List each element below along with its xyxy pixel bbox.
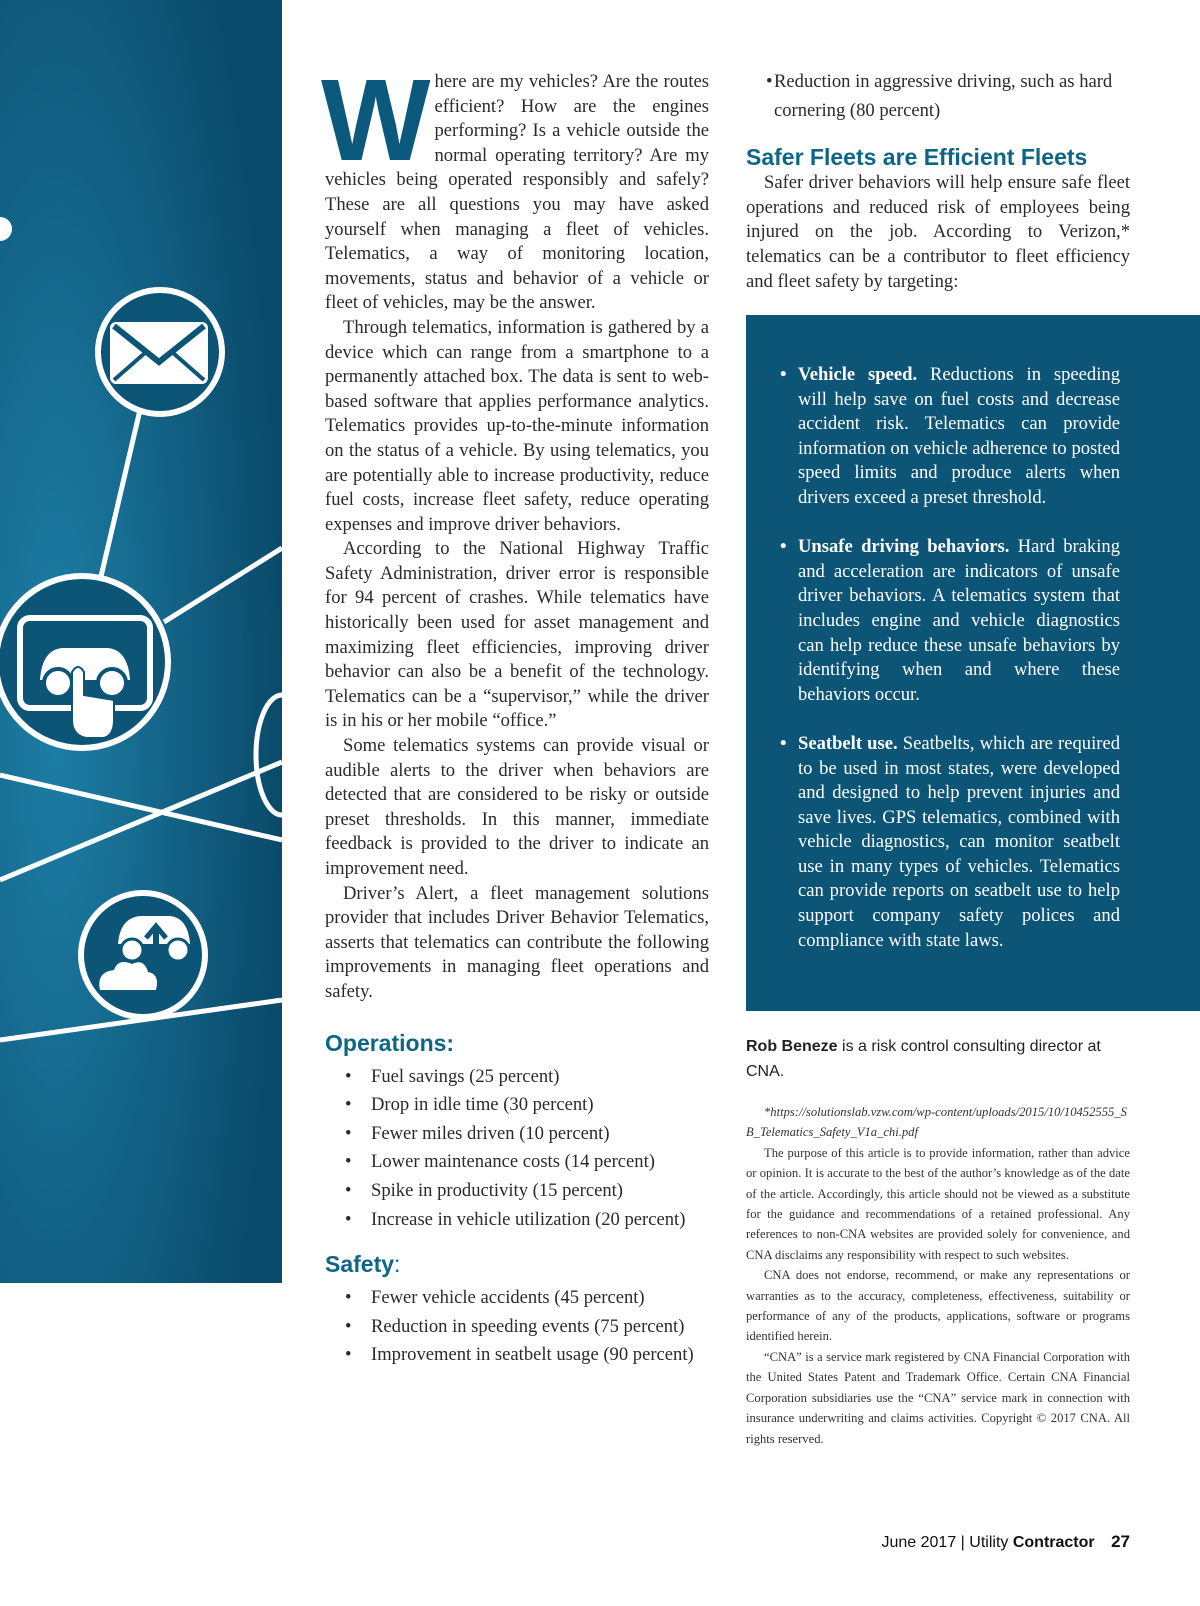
section-heading: Safer Fleets are Efficient Fleets (746, 144, 1088, 171)
list-item: • Fewer vehicle accidents (45 percent) (325, 1284, 709, 1313)
list-item: • Drop in idle time (30 percent) (325, 1091, 709, 1120)
list-item: • Unsafe driving behaviors. Hard braking and acceleration are indicators of unsafe driver behaviors. A telematics system that includes engine and vehicle diagnostics can help reduce these unsafe behaviors by identifying when and where these behaviors occur. (780, 535, 1120, 707)
intro-paragraph: Driver’s Alert, a fleet management solutions provider that includes Driver Behavior Telematics, asserts that telematics can contribute the following improvements in managing fleet operations and safety. (325, 882, 709, 1002)
disclaimer-paragraph: “CNA” is a service mark registered by CNA Financial Corporation with the United States Patent and Trademark Office. Certain CNA Financial Corporation subsidiaries use the “CNA” service mark in connection with insurance underwriting and claims activities. Copyright © 2017 CNA. All rights reserved. (746, 1349, 1130, 1446)
page-footer: June 2017 | Utility Contractor 27 (881, 1532, 1130, 1551)
list-item: • Vehicle speed. Reductions in speeding will help save on fuel costs and decrease accident risk. Telematics can provide information on vehicle adherence to posted speed limits and produce alerts when drivers exceed a preset threshold. (780, 363, 1120, 511)
list-item: • Lower maintenance costs (14 percent) (325, 1148, 709, 1177)
secondary-column (746, 68, 1130, 294)
intro-paragraph: According to the National Highway Traffic Safety Administration, driver error is responsible for 94 percent of crashes. While telematics have historically been used for asset management and maximizing fleet efficiencies, improving driver behavior can also be a benefit of the technology. Telematics can be a “supervisor,” while the driver is in his or her mobile “office.” (325, 538, 709, 732)
source-url: *https://solutionslab.vzw.com/wp-content/uploads/2015/10/10452555_SB_Telematics_Safety_V1a_chi.pdf (746, 1105, 1127, 1140)
author-bio: Rob Beneze is a risk control consulting director at CNA. (746, 1038, 1101, 1080)
section-paragraph: Safer driver behaviors will help ensure safe fleet operations and reduced risk of employees being injured on the job. According to Verizon,* telematics can be a contributor to fleet efficiency and fleet safety by targeting: (746, 172, 1130, 292)
issue-date: June 2017 (881, 1534, 957, 1551)
telematics-network-illustration (0, 0, 282, 1283)
list-item: • Fuel savings (25 percent) (325, 1063, 709, 1092)
magazine-name: Utility Contractor (969, 1534, 1095, 1551)
car-touch-icon (0, 576, 168, 748)
safety-list-continued (746, 68, 1130, 125)
targets-callout-box (746, 315, 1200, 1011)
envelope-icon (98, 290, 222, 414)
drop-cap: W (321, 55, 425, 185)
operations-heading: Operations: (325, 1029, 455, 1056)
intro-paragraph: Where are my vehicles? Are the routes efficient? How are the engines performing? Is a vehicle outside the normal operating territory? Are my vehicles being operated responsibly and safely? These are all questions you may have asked yourself when managing a fleet of vehicles. Telematics, a way of monitoring location, movements, status and behavior of a vehicle or fleet of vehicles, may be the answer. (321, 55, 709, 314)
list-item: • Reduction in aggressive driving, such as hard cornering (80 percent) (746, 68, 1130, 125)
intro-paragraph: Some telematics systems can provide visual or audible alerts to the driver when behaviors are detected that are considered to be risky or outside preset thresholds. In this manner, immediate feedback is provided to the driver to indicate an improvement need. (325, 735, 709, 879)
main-article-column (321, 55, 709, 1370)
list-item: • Increase in vehicle utilization (20 percent) (325, 1206, 709, 1235)
list-item: • Reduction in speeding events (75 percent) (325, 1313, 709, 1342)
safety-heading: Safety: (325, 1251, 401, 1278)
disclaimer-paragraph: The purpose of this article is to provide information, rather than advice or opinion. It is accurate to the best of the author’s knowledge as of the date of the article. Accordingly, this article should not be viewed as a substitute for the guidance and recommendations of a retained professional. Any references to non-CNA websites are provided solely for convenience, and CNA disclaims any responsibility with respect to such websites. (746, 1145, 1130, 1262)
page-number: 27 (1111, 1532, 1130, 1551)
cloud-car-upload-icon (81, 893, 205, 1017)
operations-list (325, 1063, 709, 1235)
disclaimer-paragraph: CNA does not endorse, recommend, or make any representations or warranties as to the accuracy, completeness, effectiveness, suitability or performance of any of the products, applications, software or programs identified herein. (746, 1268, 1130, 1344)
intro-paragraph: Through telematics, information is gathered by a device which can range from a smartphone to a permanently attached box. The data is sent to web-based software that applies performance analytics. Telematics provides up-to-the-minute information on the status of a vehicle. By using telematics, you are potentially able to increase productivity, reduce fuel costs, increase fleet safety, reduce operating expenses and improve driver behaviors. (325, 316, 709, 535)
list-item: • Fewer miles driven (10 percent) (325, 1120, 709, 1149)
targets-list (780, 363, 1120, 978)
safety-list (325, 1284, 709, 1370)
footnotes (746, 1102, 1130, 1449)
author-name: Rob Beneze (746, 1038, 838, 1055)
list-item: • Seatbelt use. Seatbelts, which are required to be used in most states, were developed and designed to help prevent injuries and save lives. GPS telematics, combined with vehicle diagnostics, can monitor seatbelt use in many types of vehicles. Telematics can provide reports on seatbelt use to help support company safety polices and compliance with state laws. (780, 732, 1120, 953)
list-item: • Spike in productivity (15 percent) (325, 1177, 709, 1206)
list-item: • Improvement in seatbelt usage (90 percent) (325, 1341, 709, 1370)
